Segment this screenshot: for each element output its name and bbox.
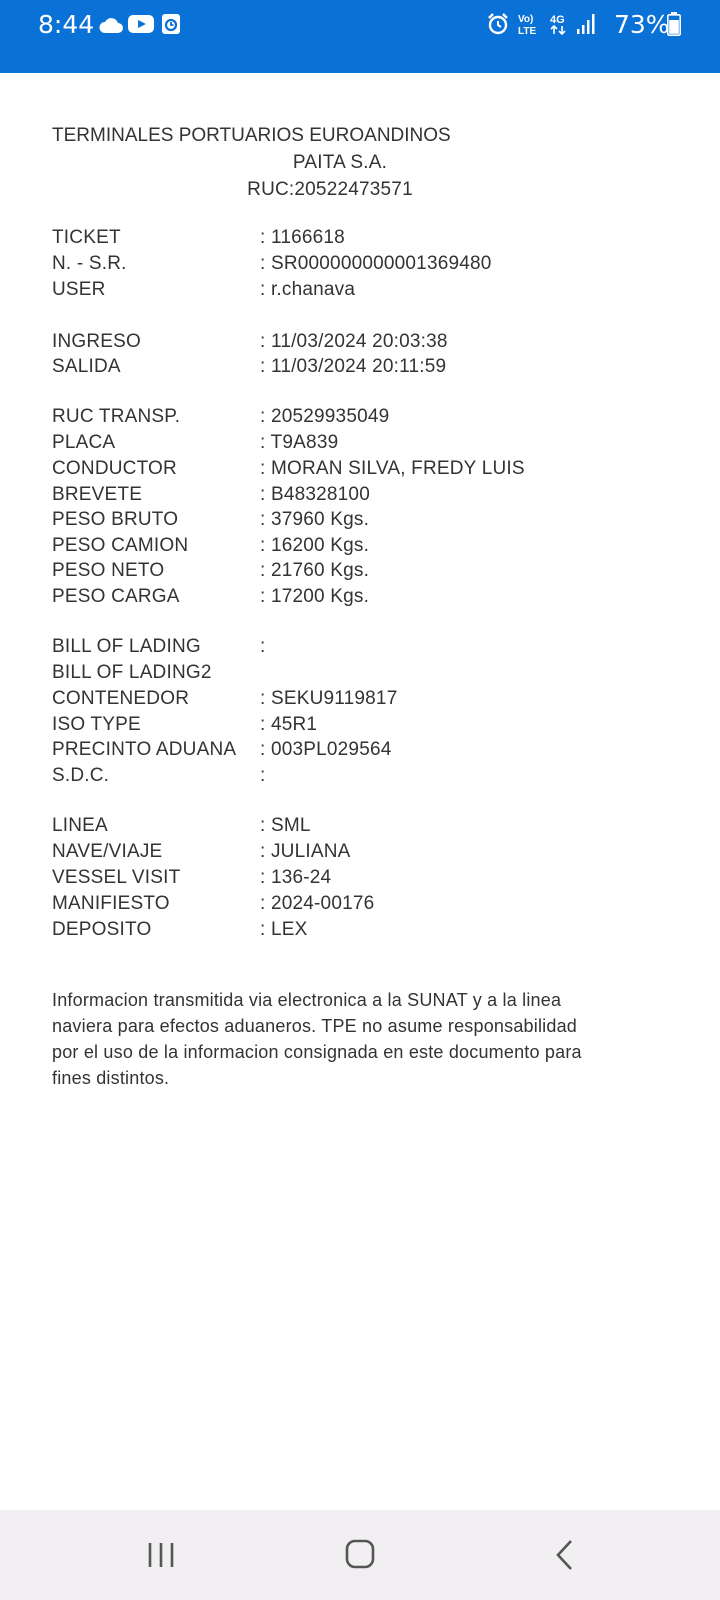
back-button[interactable]	[540, 1535, 590, 1575]
field-label: CONTENEDOR	[52, 688, 190, 709]
battery-percent: 73%	[614, 10, 670, 39]
field-value: : JULIANA	[260, 841, 351, 862]
field-label: BILL OF LADING2	[52, 662, 212, 683]
field-value: : LEX	[260, 919, 308, 940]
field-value: : T9A839	[260, 432, 339, 453]
field-value: : SR000000000001369480	[260, 253, 492, 274]
field-value: : 21760 Kgs.	[260, 560, 370, 581]
field-value: : 16200 Kgs.	[260, 535, 370, 556]
field-value: : 45R1	[260, 714, 318, 735]
field-value: :	[260, 636, 266, 657]
cloud-icon	[98, 15, 124, 35]
field-label: RUC TRANSP.	[52, 406, 181, 427]
field-label: PESO CAMION	[52, 535, 189, 556]
field-value: : 20529935049	[260, 406, 390, 427]
field-value: : 11/03/2024 20:11:59	[260, 356, 447, 377]
alarm-icon	[486, 12, 510, 36]
field-label: USER	[52, 279, 106, 300]
battery-icon	[667, 12, 681, 36]
field-label: TICKET	[52, 227, 121, 248]
field-label: BILL OF LADING	[52, 636, 201, 657]
field-label: ISO TYPE	[52, 714, 141, 735]
svg-text:Vo): Vo)	[518, 14, 534, 25]
receipt-document	[0, 73, 720, 1510]
youtube-icon	[128, 14, 154, 34]
back-icon	[540, 1535, 590, 1575]
field-label: PRECINTO ADUANA	[52, 739, 237, 760]
field-value: :	[260, 765, 266, 786]
field-value: : 17200 Kgs.	[260, 586, 370, 607]
company-name-line2: PAITA S.A.	[292, 152, 388, 173]
field-label: NAVE/VIAJE	[52, 841, 163, 862]
field-label: SALIDA	[52, 356, 121, 377]
recents-icon	[136, 1535, 186, 1575]
field-label: PESO CARGA	[52, 586, 180, 607]
home-icon	[336, 1535, 386, 1575]
field-label: N. - S.R.	[52, 253, 127, 274]
field-label: BREVETE	[52, 484, 143, 505]
status-bar	[0, 0, 720, 73]
company-ruc: RUC:20522473571	[247, 179, 413, 200]
field-label: S.D.C.	[52, 765, 110, 786]
field-value: : 11/03/2024 20:03:38	[260, 331, 448, 352]
signal-icon	[576, 13, 598, 35]
field-label: VESSEL VISIT	[52, 867, 181, 888]
field-label: PESO BRUTO	[52, 509, 179, 530]
svg-text:LTE: LTE	[518, 26, 537, 36]
4g-icon	[548, 12, 570, 36]
field-label: CONDUCTOR	[52, 458, 177, 479]
app-notification-icon	[161, 13, 181, 35]
status-time: 8:44	[38, 10, 95, 39]
field-value: : MORAN SILVA, FREDY LUIS	[260, 458, 525, 479]
field-value: : 003PL029564	[260, 739, 392, 760]
svg-text:4G: 4G	[550, 14, 565, 26]
home-button[interactable]	[336, 1535, 386, 1575]
field-label: PLACA	[52, 432, 116, 453]
field-label: LINEA	[52, 815, 108, 836]
navigation-bar	[0, 1510, 720, 1600]
field-value: : SML	[260, 815, 311, 836]
field-value: : r.chanava	[260, 279, 356, 300]
field-label: INGRESO	[52, 331, 142, 352]
recents-button[interactable]	[136, 1535, 186, 1575]
field-value: : 2024-00176	[260, 893, 375, 914]
field-value: : 1166618	[260, 227, 345, 248]
field-label: DEPOSITO	[52, 919, 152, 940]
field-value: : B48328100	[260, 484, 370, 505]
field-value: : SEKU9119817	[260, 688, 398, 709]
field-value: : 37960 Kgs.	[260, 509, 370, 530]
field-label: MANIFIESTO	[52, 893, 170, 914]
company-name: TERMINALES PORTUARIOS EUROANDINOS	[52, 125, 451, 146]
disclaimer-text: Informacion transmitida via electronica a la SUNAT y a la linea naviera para efectos aduaneros. TPE no asume responsabilidad por el uso de la informacion consignada en este documento para fines distintos.	[52, 990, 582, 1088]
volte-icon	[516, 12, 542, 36]
field-label: PESO NETO	[52, 560, 165, 581]
field-value: : 136-24	[260, 867, 332, 888]
